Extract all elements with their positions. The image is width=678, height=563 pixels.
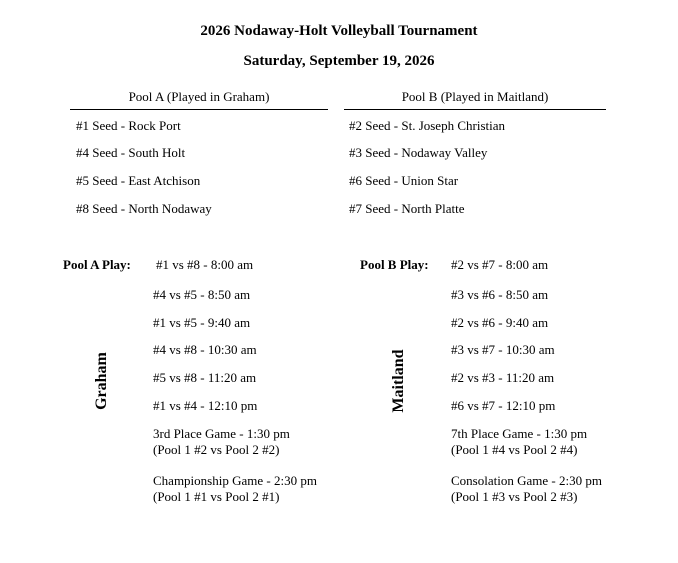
pool-b-divider <box>344 109 606 110</box>
pool-a-play-label: Pool A Play: <box>63 257 131 272</box>
pool-a-header: Pool A (Played in Graham) <box>128 89 270 104</box>
pool-b-seed: #6 Seed - Union Star <box>349 173 459 188</box>
pool-a-third-place-game: 3rd Place Game - 1:30 pm <box>153 426 290 441</box>
pool-a-game: #4 vs #5 - 8:50 am <box>153 287 251 302</box>
pool-a-game: #5 vs #8 - 11:20 am <box>153 370 257 385</box>
pool-b-seventh-place-game: 7th Place Game - 1:30 pm <box>451 426 588 441</box>
pool-b-seed: #7 Seed - North Platte <box>349 201 465 216</box>
pool-b-game: #6 vs #7 - 12:10 pm <box>451 398 556 413</box>
pool-b-game: #2 vs #7 - 8:00 am <box>451 257 549 272</box>
pool-a-game: #1 vs #8 - 8:00 am <box>156 257 254 272</box>
pool-b-seventh-place-detail: (Pool 1 #4 vs Pool 2 #4) <box>451 442 578 457</box>
pool-a-seed: #1 Seed - Rock Port <box>76 118 181 133</box>
pool-a-championship-detail: (Pool 1 #1 vs Pool 2 #1) <box>153 489 280 504</box>
pool-b-consolation-game: Consolation Game - 2:30 pm <box>451 473 602 488</box>
pool-a-game: #1 vs #5 - 9:40 am <box>153 315 251 330</box>
pool-a-championship-game: Championship Game - 2:30 pm <box>153 473 317 488</box>
pool-b-play-label: Pool B Play: <box>360 257 429 272</box>
maitland-location-label: Maitland <box>390 349 407 413</box>
pool-b-game: #2 vs #6 - 9:40 am <box>451 315 549 330</box>
pool-b-game: #3 vs #6 - 8:50 am <box>451 287 549 302</box>
pool-b-seed: #2 Seed - St. Joseph Christian <box>349 118 505 133</box>
pool-b-game: #2 vs #3 - 11:20 am <box>451 370 555 385</box>
pool-a-seed: #5 Seed - East Atchison <box>76 173 201 188</box>
pool-a-game: #4 vs #8 - 10:30 am <box>153 342 257 357</box>
pool-a-game: #1 vs #4 - 12:10 pm <box>153 398 258 413</box>
pool-b-game: #3 vs #7 - 10:30 am <box>451 342 555 357</box>
pool-b-seed: #3 Seed - Nodaway Valley <box>349 145 488 160</box>
pool-a-seed: #8 Seed - North Nodaway <box>76 201 212 216</box>
pool-a-third-place-detail: (Pool 1 #2 vs Pool 2 #2) <box>153 442 280 457</box>
pool-b-consolation-detail: (Pool 1 #3 vs Pool 2 #3) <box>451 489 578 504</box>
document-title: 2026 Nodaway-Holt Volleyball Tournament <box>200 23 478 39</box>
pool-a-divider <box>70 109 328 110</box>
graham-location-label: Graham <box>93 352 110 410</box>
document-date: Saturday, September 19, 2026 <box>243 53 435 69</box>
pool-b-header: Pool B (Played in Maitland) <box>401 89 549 104</box>
pool-a-seed: #4 Seed - South Holt <box>76 145 186 160</box>
